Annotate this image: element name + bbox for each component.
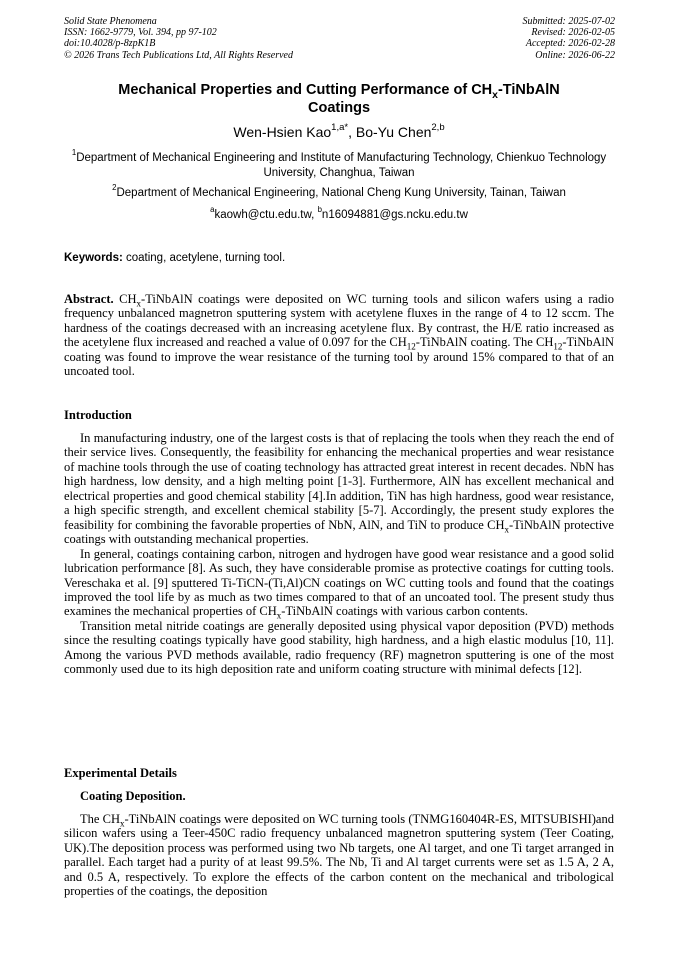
title-line2: Coatings [307,99,371,116]
intro-paragraph-2 [64,547,614,619]
exp-p1-text-2: -TiNbAlN coatings were deposited on WC turning tools (TNMG160404R-ES, MITSUBISHI)and silicon wafers using a Teer-450C radio frequency unbalanced magnetron sputtering system (Teer Coating, UK).The deposition process was performed using two Nb targets, one Al target, and one Ti target arranged in parallel. Each target had a purity of at least 99.5%. The Nb, Ti and Al target currents were set as 1.5 A, 2 A, and 0.5 A, respectively. To explore the effects of the carbon content on the mechanical and tribological properties of the coatings, the deposition [64,812,614,899]
exp-paragraph-1 [64,812,614,899]
title-part2: -TiNbAlN [497,82,560,98]
journal-name: Solid State Phenomena [64,16,157,27]
email-a-marker: a [210,205,215,215]
journal-info-header [64,16,293,61]
affiliation-1-text: Department of Mechanical Engineering and Institute of Manufacturing Technology, Chienkuo Technology University, Changhua, Taiwan [76,152,607,179]
keywords-label: Keywords: [64,252,123,264]
submitted-date: Submitted: 2025-07-02 [522,16,615,27]
title-part1: Mechanical Properties and Cutting Performance of CH [118,82,493,98]
exp-p1-text-1: The CH [80,812,120,826]
intro-p1-text-2: -TiNbAlN protective coatings with outstanding mechanical properties. [64,517,614,547]
intro-p1-text-1: In manufacturing industry, one of the largest costs is that of replacing the tools when they reach the end of their service lives. Consequently, the feasibility for enhancing the mechanical properties and wear resistance of machine tools through the use of coating technology has attracted great interest in recent decades. NbN has high hardness, low density, and a high melting point [1-3]. Furthermore, AlN has excellent mechanical and electrical properties and good chemical stability [4].In addition, TiN has high hardness, good wear resistance, a high specific strength, and excellent chemical stability [5-7]. Accordingly, the present study explores the feasibility for combining the favorable properties of NbN, AlN, and TiN to produce CH [64,431,614,532]
title-subscript: x [492,89,498,101]
keywords-text: coating, acetylene, turning tool. [122,252,286,264]
intro-p2-sub: x [276,610,282,621]
author-2-affil: 2,b [431,122,445,134]
intro-p2-text-1: In general, coatings containing carbon, nitrogen and hydrogen have good wear resistance and a good solid lubrication performance [8]. As such, they have considerable promise as protective coatings for cutting tools. Vereschaka et al. [9] sputtered Ti-TiCN-(Ti,Al)CN coatings on WC cutting tools and found that the coatings improved the tool life by as much as two times compared to that of an uncoated tool. The present study thus examines the mechanical properties of CH [64,546,614,619]
exp-p1-sub: x [120,818,125,829]
email-b[interactable]: n16094881@gs.ncku.edu.tw [321,209,468,221]
doi-line: doi:10.4028/p-8zpK1B [64,38,156,50]
affiliation-1-marker: 1 [71,148,77,158]
abstract-sub-1: x [136,298,142,309]
experimental-heading: Experimental Details [64,766,177,780]
abstract-sub-2: 12 [406,341,416,352]
intro-paragraph-1 [64,431,614,547]
affiliation-2 [70,183,608,201]
abstract-label: Abstract. [64,292,114,306]
author-1-affil: 1,a* [331,122,349,134]
email-b-marker: b [317,205,322,215]
keywords [64,251,614,265]
author-2-name: Bo-Yu Chen [355,124,432,140]
affiliation-2-text: Department of Mechanical Engineering, National Cheng Kung University, Tainan, Taiwan [116,187,566,199]
author-1-name: Wen-Hsien Kao [233,124,332,140]
introduction-heading: Introduction [64,408,132,422]
abstract-sub-3: 12 [553,341,563,352]
author-separator: , [348,124,356,140]
experimental-body [64,812,614,899]
affiliation-1 [70,148,608,180]
abstract-text-1: CH [113,292,137,306]
authors-line [60,124,618,141]
online-date: Online: 2026-06-22 [535,49,615,61]
paper-title [60,82,618,117]
issn-line: ISSN: 1662-9779, Vol. 394, pp 97-102 [64,27,217,39]
affiliation-2-marker: 2 [112,183,117,193]
introduction-body [64,431,614,677]
intro-p2-text-2: -TiNbAlN coatings with various carbon contents. [281,604,529,619]
revised-date: Revised: 2026-02-05 [531,27,615,39]
email-separator: , [311,209,318,221]
intro-p1-sub: x [504,524,510,535]
accepted-date: Accepted: 2026-02-28 [525,38,615,50]
author-emails [60,205,618,222]
abstract-text-3: -TiNbAlN coating. The CH [415,335,554,350]
copyright-line: © 2026 Trans Tech Publications Ltd, All Rights Reserved [64,49,293,61]
intro-paragraph-3: Transition metal nitride coatings are generally deposited using physical vapor deposition (PVD) methods since the resulting coatings typically have good stability, high hardness, and a high elastic modulus [10, 11]. Among the various PVD methods available, radio frequency (RF) magnetron sputtering is one of the most commonly used due to its high deposition rate and uniform coating structure with minimal defects [12]. [64,618,614,677]
abstract-text-2: -TiNbAlN coatings were deposited on WC turning tools and silicon wafers using a radio frequency unbalanced magnetron sputtering system with acetylene fluxes in the range of 4 to 12 sccm. The hardness of the coatings decreased with an increasing acetylene flux. By contrast, the H/E ratio increased as the acetylene flux increased and reached a value of 0.097 for the CH [64,292,615,350]
email-a[interactable]: kaowh@ctu.edu.tw [214,209,312,221]
abstract [64,292,614,379]
coating-deposition-subheading: Coating Deposition. [80,789,186,803]
abstract-text-4: -TiNbAlN coating was found to improve the wear resistance of the turning tool by around 15% compared to that of an uncoated tool. [64,335,614,379]
dates-header [523,16,616,61]
